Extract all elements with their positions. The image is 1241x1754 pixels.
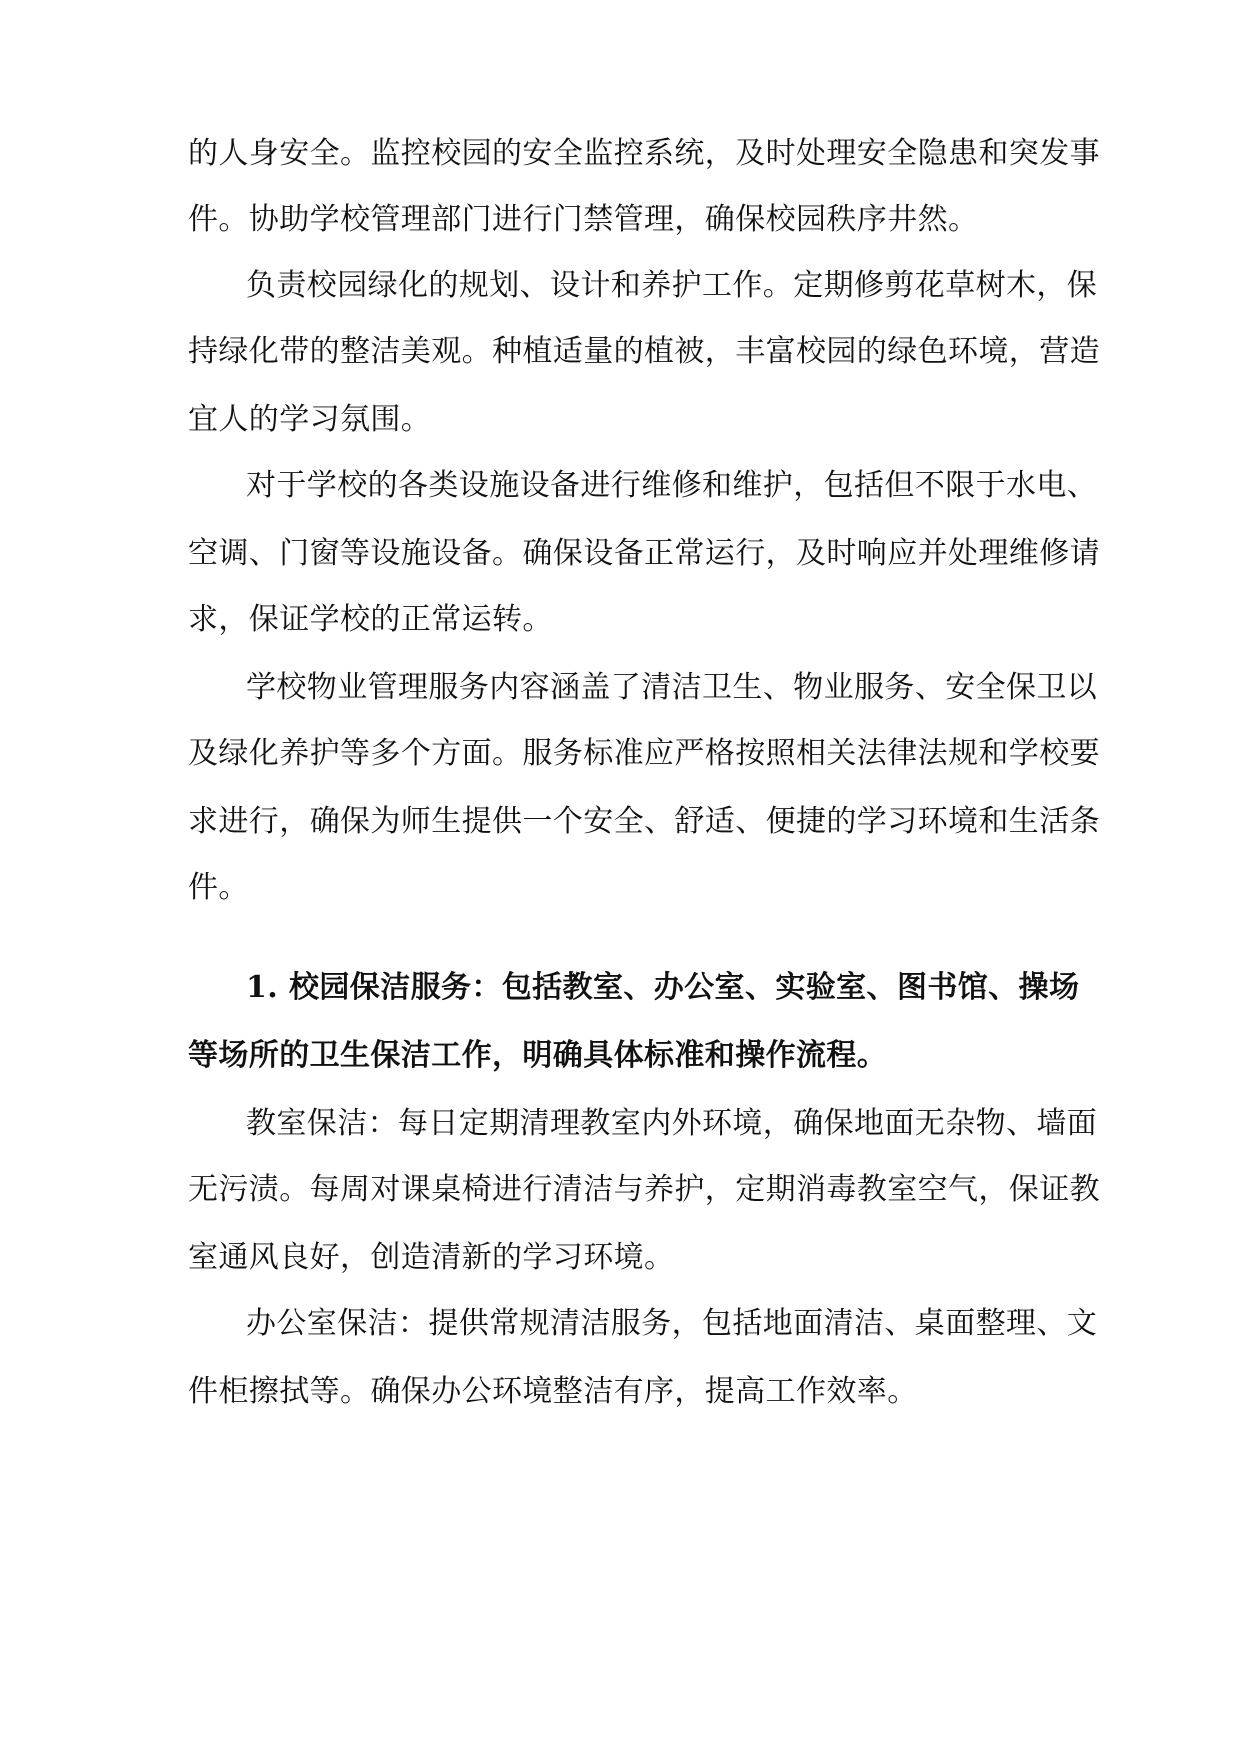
text-line: 件。协助学校管理部门进行门禁管理，确保校园秩序井然。 (188, 202, 979, 237)
text-line: 负责校园绿化的规划、设计和养护工作。定期修剪花草树木，保 (246, 268, 1098, 303)
text-line: 及绿化养护等多个方面。服务标准应严格按照相关法律法规和学校要 (188, 736, 1100, 771)
text-line: 持绿化带的整洁美观。种植适量的植被，丰富校园的绿色环境，营造 (188, 334, 1100, 369)
text-line: 求进行，确保为师生提供一个安全、舒适、便捷的学习环境和生活条 (188, 804, 1100, 839)
text-line: 件柜擦拭等。确保办公环境整洁有序，提高工作效率。 (188, 1374, 918, 1409)
text-line: 学校物业管理服务内容涵盖了清洁卫生、物业服务、安全保卫以 (246, 670, 1098, 705)
text-line: 宜人的学习氛围。 (188, 402, 432, 437)
text-line: 求，保证学校的正常运转。 (188, 602, 553, 637)
section-heading: 等场所的卫生保洁工作，明确具体标准和操作流程。 (188, 1038, 888, 1073)
text-line: 办公室保洁：提供常规清洁服务，包括地面清洁、桌面整理、文 (246, 1306, 1098, 1341)
text-line: 室通风良好，创造清新的学习环境。 (188, 1240, 675, 1275)
text-line: 件。 (188, 870, 249, 905)
text-line: 空调、门窗等设施设备。确保设备正常运行，及时响应并处理维修请 (188, 536, 1100, 571)
text-line: 无污渍。每周对课桌椅进行清洁与养护，定期消毒教室空气，保证教 (188, 1172, 1100, 1207)
section-heading: 1. 校园保洁服务：包括教室、办公室、实验室、图书馆、操场 (246, 970, 1080, 1005)
text-line: 的人身安全。监控校园的安全监控系统，及时处理安全隐患和突发事 (188, 136, 1100, 171)
text-line: 对于学校的各类设施设备进行维修和维护，包括但不限于水电、 (246, 468, 1098, 503)
text-line: 教室保洁：每日定期清理教室内外环境，确保地面无杂物、墙面 (246, 1106, 1098, 1141)
